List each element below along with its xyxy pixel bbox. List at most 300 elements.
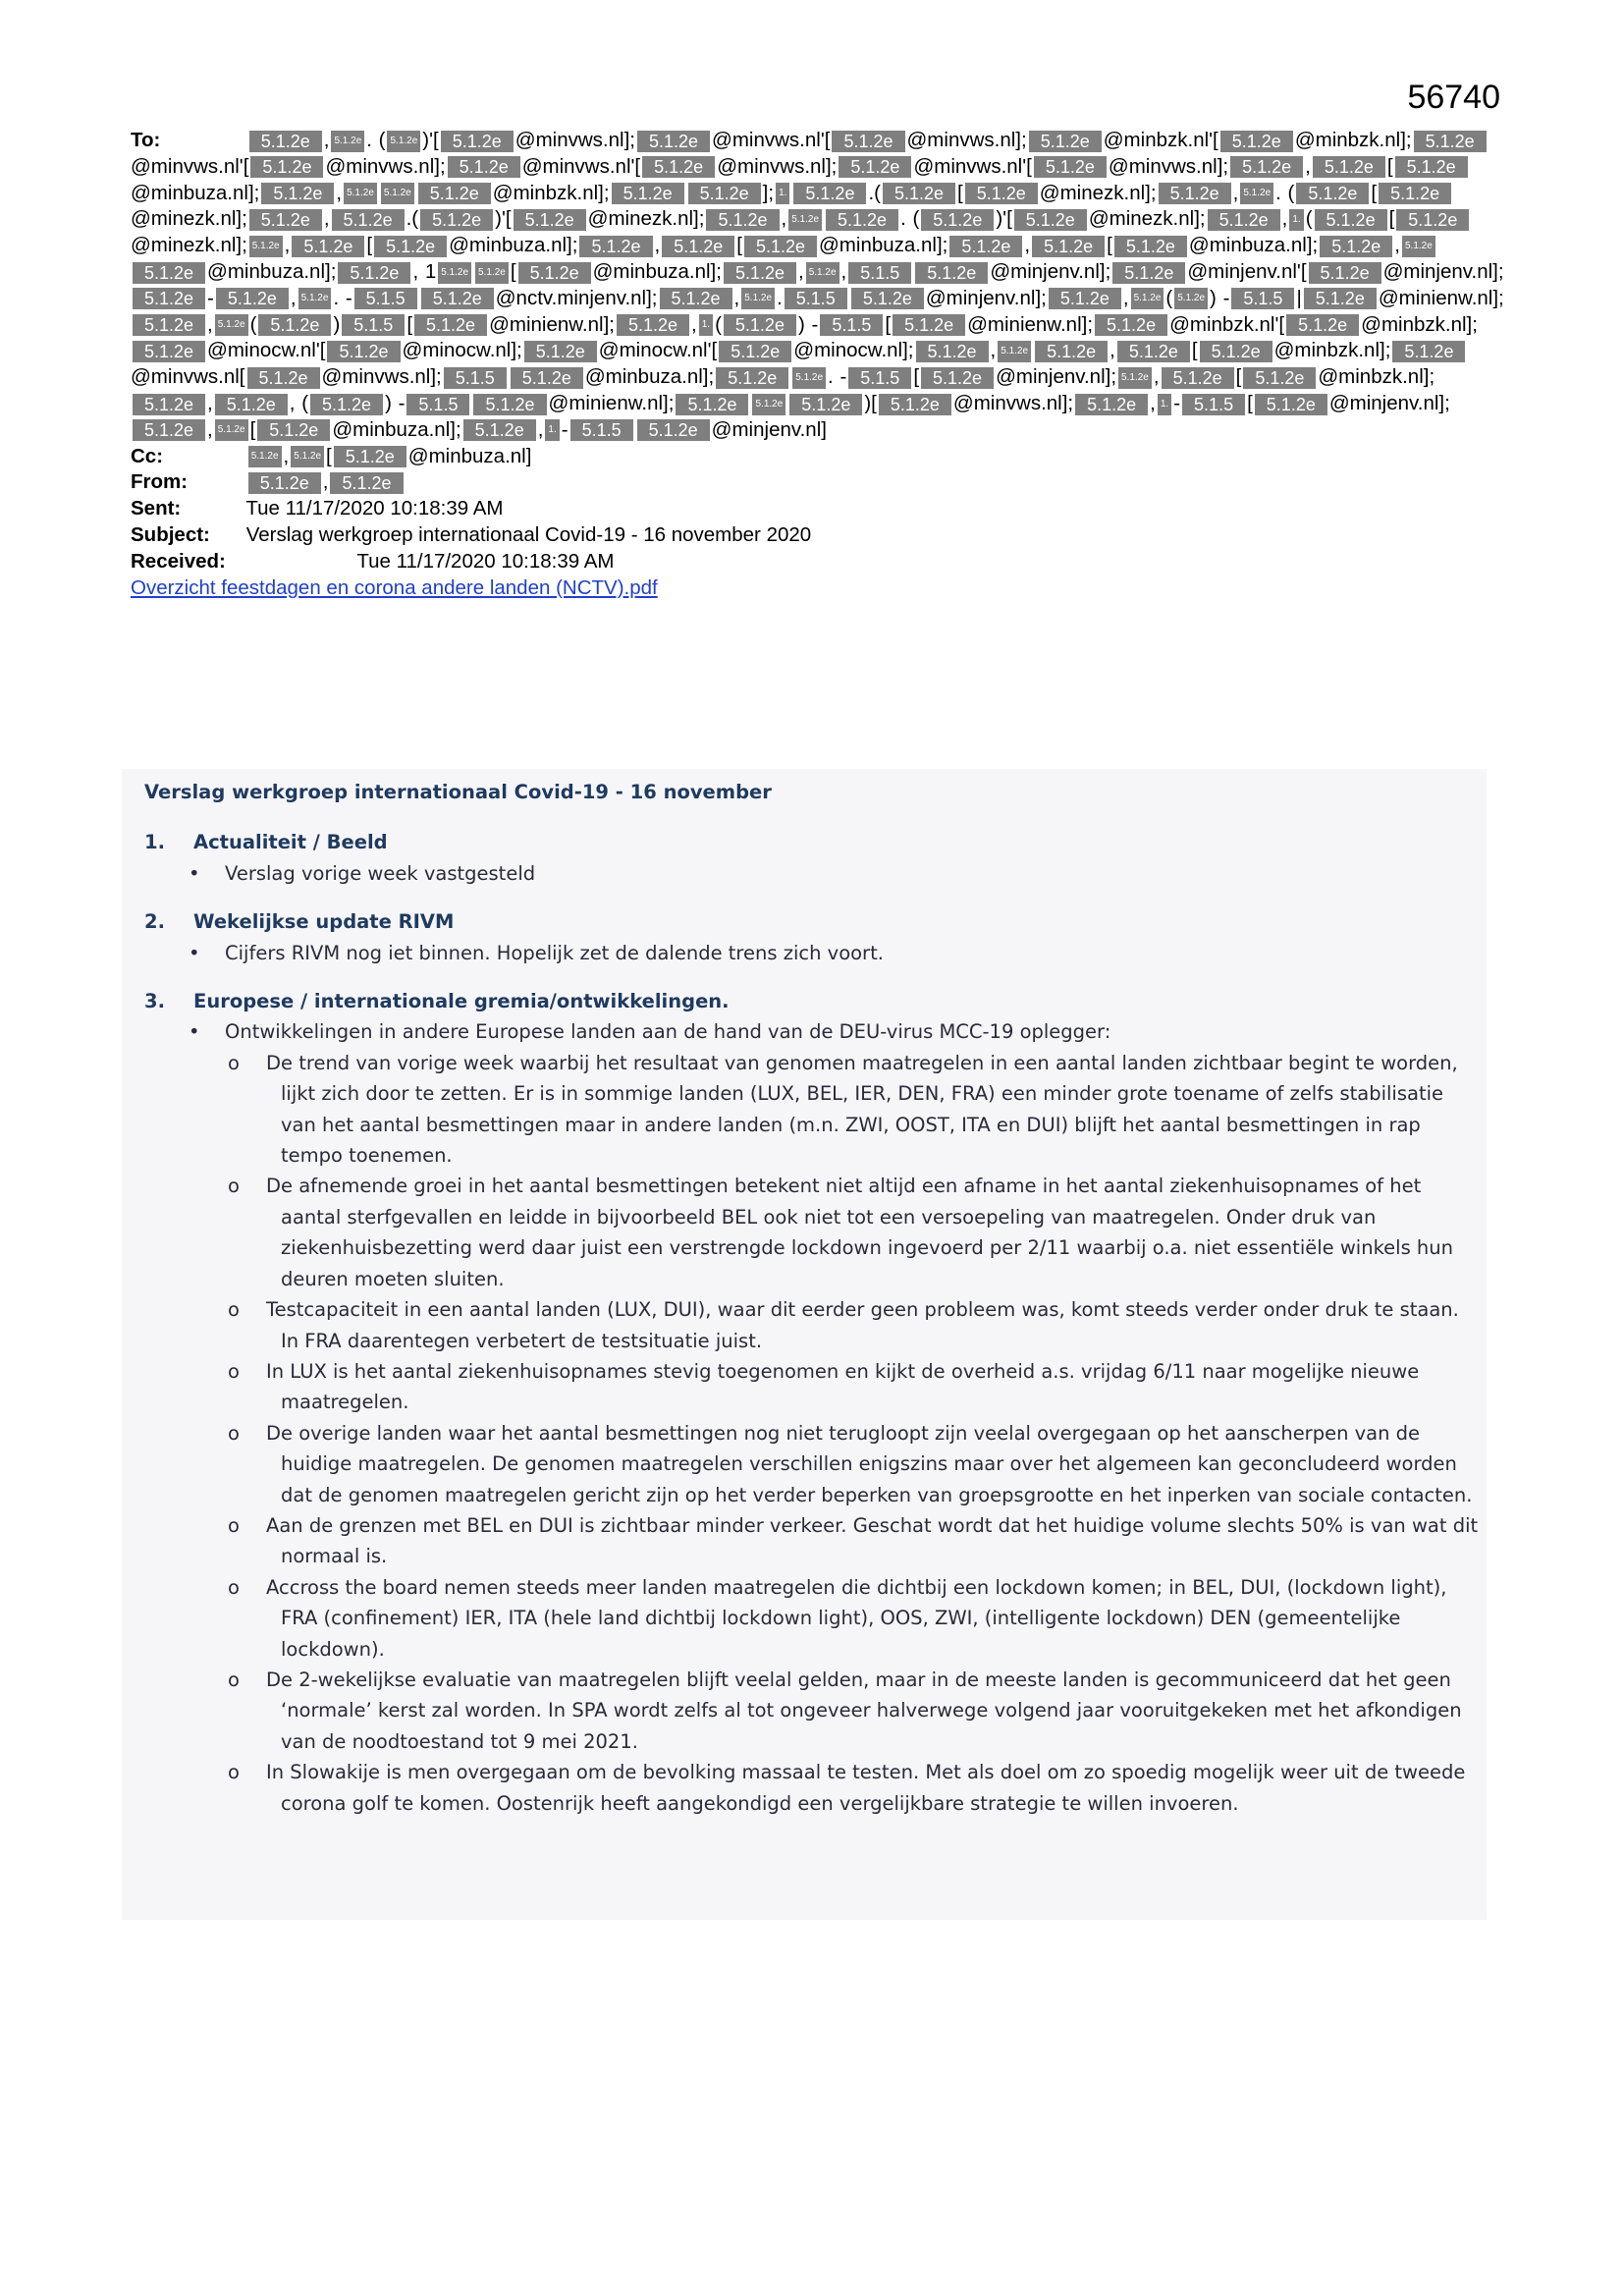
redaction-box: 1.	[1289, 209, 1303, 231]
circle-bullet-icon: o	[228, 1051, 240, 1074]
redaction-box: 5.1.2e	[1112, 262, 1185, 284]
redaction-box: 5.1.2e	[1313, 156, 1385, 178]
address-text: .	[777, 286, 783, 309]
address-text: (	[249, 312, 257, 336]
redaction-box: 5.1.2e	[832, 131, 904, 152]
address-text: @minbuza.nl];	[449, 234, 578, 257]
address-text: ,	[1281, 207, 1288, 231]
redaction-box: 5.1.2e	[688, 183, 761, 204]
subject-label: Subject:	[131, 522, 210, 546]
address-text: @minezk.nl];	[1039, 181, 1157, 204]
redaction-box: 5.1.2e	[793, 183, 866, 204]
address-text: (	[874, 181, 881, 204]
redaction-box: 5.1.2e	[706, 209, 779, 231]
address-text: ,	[1305, 154, 1311, 178]
redaction-box: 5.1.5	[785, 288, 847, 309]
redaction-box: 5.1.5	[820, 314, 883, 336]
address-text: @minvws.nl];	[325, 154, 446, 178]
redaction-box: 5.1.2e	[676, 394, 748, 415]
address-text: ,	[322, 470, 329, 494]
address-text: ) -	[1210, 286, 1230, 309]
sub-bullet-text: De trend van vorige week waarbij het resultaat van genomen maatregelen in een aantal landen zichtbaar begint te worden, lijkt zich door te zetten. Er is in sommige landen (LUX, BEL, IER, DEN, FRA) een minder grote toename of zelfs stabilisatie van het aantal besmettingen maar in andere landen (m.n. ZWI, OOST, ITA en DUI) blijft het aantal besmettingen in rap tempo toenemen.	[266, 1051, 1458, 1168]
redaction-box: 5.1.2e	[1320, 236, 1392, 257]
address-text: @minbzk.nl];	[1273, 339, 1391, 362]
address-text: . (	[366, 129, 386, 151]
address-text: @minvws.nl'[	[521, 154, 641, 178]
address-text: @minezk.nl];	[131, 234, 247, 257]
address-text: )	[333, 312, 341, 336]
address-text: . -	[828, 365, 847, 389]
sub-bullet-text: De overige landen waar het aantal besmettingen nog niet terugloopt zijn veelal overgegaan op het aanscherpen van de huidige maatregelen. De genomen maatregelen verschillen enigszins maar over het algemeen kan geconcludeerd worden dat de genomen maatregelen gericht zijn op het verder beperken van groepsgrootte en het inperken van sociale contacten.	[266, 1421, 1473, 1506]
sub-bullet-item	[144, 1665, 1480, 1757]
address-text: . (	[1275, 181, 1295, 204]
subject-line	[131, 522, 1505, 549]
address-text: ,	[781, 207, 787, 231]
redaction-box: 5.1.2e	[298, 288, 332, 309]
address-text: @minjenv.nl]	[711, 417, 827, 441]
circle-bullet-icon: o	[228, 1761, 240, 1784]
received-label: Received:	[131, 549, 226, 573]
address-text: ,	[323, 129, 330, 151]
address-text: @minezk.nl];	[131, 207, 247, 231]
redaction-box: 5.1.2e	[258, 314, 331, 336]
redaction-box: 5.1.2e	[826, 209, 898, 231]
redaction-box: 5.1.2e	[215, 419, 248, 441]
bullet-icon: •	[189, 861, 200, 885]
redaction-box: 5.1.2e	[893, 314, 965, 336]
address-text: ,	[207, 312, 213, 336]
address-text: @minezk.nl];	[587, 207, 705, 231]
address-text: ,	[798, 259, 804, 283]
redaction-box: 5.1.2e	[421, 288, 494, 309]
address-text: ) -	[797, 312, 819, 336]
address-text: [	[510, 259, 516, 283]
redaction-box: 5.1.5	[570, 419, 633, 441]
redaction-box: 5.1.2e	[1396, 209, 1469, 231]
redaction-box: 5.1.2e	[792, 367, 826, 389]
address-text: [	[249, 417, 256, 441]
sub-bullet-item	[144, 1757, 1480, 1819]
circle-bullet-icon: o	[228, 1298, 240, 1322]
subject-value: Verslag werkgroep internationaal Covid-19 - 16 november 2020	[245, 522, 812, 546]
address-text: [	[326, 444, 332, 467]
redaction-box: 5.1.2e	[1034, 156, 1107, 178]
address-text: (	[1305, 207, 1313, 231]
redaction-box: 5.1.2e	[518, 262, 591, 284]
address-text: (	[1165, 286, 1173, 309]
redaction-box: 5.1.2e	[1286, 314, 1359, 336]
redaction-box: 5.1.2e	[617, 314, 689, 336]
redaction-box: 5.1.2e	[1240, 183, 1273, 204]
address-text: .	[868, 181, 875, 204]
circle-bullet-icon: o	[228, 1667, 240, 1691]
document-number: 56740	[1407, 79, 1500, 116]
sub-bullet-text: In Slowakije is men overgegaan om de bevolking massaal te testen. Met als doel om zo spoedig mogelijk weer uit de tweede corona golf te komen. Oostenrijk heeft aangekondigd een vergelijkbare strategie te willen invoeren.	[266, 1761, 1466, 1815]
redaction-box: 5.1.2e	[1032, 236, 1105, 257]
redaction-box: 5.1.2e	[387, 131, 420, 152]
address-text: ,	[1122, 286, 1129, 309]
redaction-box: 5.1.2e	[334, 446, 406, 467]
address-text: @minbuza.nl];	[332, 417, 461, 441]
sent-value: Tue 11/17/2020 10:18:39 AM	[245, 497, 504, 520]
address-text: ,	[654, 234, 661, 257]
address-text: @minbuza.nl];	[584, 365, 715, 389]
address-text: @minvws.nl'[	[712, 129, 831, 151]
address-text: @minbuza.nl];	[1188, 234, 1319, 257]
address-text: @minjenv.nl];	[925, 286, 1047, 309]
circle-bullet-icon: o	[228, 1513, 240, 1537]
redaction-box: 5.1.2e	[1075, 394, 1148, 415]
address-text: @minvws.nl];	[1108, 154, 1229, 178]
redaction-box: 5.1.2e	[637, 419, 710, 441]
redaction-box: 5.1.2e	[1131, 288, 1164, 309]
redaction-box: 5.1.2e	[133, 314, 205, 336]
redaction-box: 5.1.2e	[261, 183, 334, 204]
address-text: [	[957, 181, 963, 204]
redaction-box: 5.1.2e	[249, 236, 283, 257]
address-text: ];	[762, 181, 775, 204]
address-text: @minvws.nl];	[906, 129, 1027, 151]
address-text: -	[1173, 391, 1181, 414]
section-title: Actualiteit / Beeld	[193, 831, 388, 854]
redaction-box: 5.1.2e	[1315, 209, 1387, 231]
address-text: )'[	[495, 207, 512, 231]
redaction-box: 5.1.2e	[1402, 236, 1435, 257]
address-text: ,	[336, 181, 343, 204]
address-text: [	[913, 365, 920, 389]
address-text: ,	[990, 339, 997, 362]
redaction-box: 5.1.2e	[965, 183, 1038, 204]
redaction-box: 5.1.2e	[514, 209, 586, 231]
sent-line	[131, 496, 1505, 522]
address-text: ,	[1024, 234, 1031, 257]
redaction-box: 5.1.2e	[921, 209, 994, 231]
address-text: @minocw.nl];	[793, 339, 914, 362]
address-text: ,	[290, 286, 297, 309]
section-number: 3.	[144, 990, 165, 1013]
redaction-box: 5.1.2e	[1304, 288, 1377, 309]
redaction-box: 5.1.2e	[511, 367, 583, 389]
redaction-box: 5.1.2e	[524, 341, 597, 362]
sub-bullet-text: Testcapaciteit in een aantal landen (LUX, DUI), waar dit eerder geen probleem was, komt steeds verder onder druk te staan. In FRA daarentegen verbetert de testsituatie juist.	[266, 1298, 1459, 1352]
address-text: )[	[864, 391, 877, 414]
address-text: ,	[537, 417, 544, 441]
redaction-box: 5.1.2e	[1309, 262, 1381, 284]
address-text: @minocw.nl'[	[598, 339, 718, 362]
redaction-box: 5.1.2e	[1095, 314, 1167, 336]
bullet-item	[144, 858, 1480, 889]
address-text: @minocw.nl'[	[207, 339, 326, 362]
cc-label: Cc:	[131, 444, 164, 467]
address-text: [	[885, 312, 892, 336]
address-text: @minjenv.nl'[	[1187, 259, 1307, 283]
redaction-box: 5.1.2e	[1029, 131, 1102, 152]
address-text: @minjenv.nl];	[996, 365, 1117, 389]
redaction-box: 5.1.2e	[133, 419, 205, 441]
address-text: ,	[1232, 181, 1239, 204]
address-text: @minienw.nl];	[1378, 286, 1504, 309]
address-text: @minvws.nl'[	[131, 154, 249, 178]
redaction-box: 5.1.2e	[788, 209, 822, 231]
address-text: .	[406, 207, 412, 231]
to-recipients	[131, 128, 1505, 444]
address-text: @minbzk.nl];	[1361, 312, 1478, 336]
address-text: [	[1247, 391, 1253, 414]
from-line	[131, 469, 1505, 496]
address-text: @minbzk.nl];	[1294, 129, 1412, 151]
redaction-box: 5.1.2e	[327, 341, 400, 362]
section-heading	[144, 827, 1480, 857]
redaction-box: 5.1.2e	[381, 183, 414, 204]
circle-bullet-icon: o	[228, 1175, 240, 1198]
redaction-box: 5.1.2e	[1117, 341, 1190, 362]
address-text: @minienw.nl];	[489, 312, 615, 336]
redaction-box: 5.1.2e	[1220, 131, 1293, 152]
address-text: -	[207, 286, 214, 309]
sub-bullet-item	[144, 1171, 1480, 1294]
redaction-box: 5.1.2e	[1114, 236, 1187, 257]
redaction-box: 5.1.2e	[475, 262, 509, 284]
address-text: . (	[900, 207, 920, 231]
address-text: ,	[691, 312, 697, 336]
address-text: -	[561, 417, 568, 441]
address-text: ,	[733, 286, 740, 309]
redaction-box: 5.1.2e	[248, 472, 321, 494]
address-text: @minienw.nl];	[548, 391, 675, 414]
address-text: @minbuza.nl]	[407, 444, 532, 467]
redaction-box: 5.1.2e	[1255, 394, 1327, 415]
redaction-box: 5.1.2e	[724, 314, 796, 336]
redaction-box: 5.1.2e	[998, 341, 1031, 362]
redaction-box: 5.1.2e	[330, 472, 403, 494]
address-text: @minbzk.nl];	[1318, 365, 1435, 389]
bullet-text: Cijfers RIVM nog iet binnen. Hopelijk zet de dalende trens zich voort.	[225, 941, 884, 964]
address-text: ,	[284, 234, 291, 257]
address-text: @minjenv.nl];	[1382, 259, 1504, 283]
address-text: )'[	[996, 207, 1012, 231]
redaction-box: 5.1.2e	[662, 236, 734, 257]
redaction-box: 5.1.5	[848, 262, 911, 284]
redaction-box: 5.1.2e	[752, 394, 785, 415]
redaction-box: 5.1.2e	[438, 262, 471, 284]
redaction-box: 5.1.2e	[473, 394, 546, 415]
redaction-box: 5.1.2e	[1230, 156, 1303, 178]
address-text: ,	[1150, 391, 1156, 414]
redaction-box: 5.1.2e	[1243, 367, 1316, 389]
cc-line	[131, 444, 1505, 470]
redaction-box: 5.1.2e	[716, 367, 788, 389]
address-text: @minvws.nl];	[514, 129, 635, 151]
redaction-box: 5.1.2e	[921, 367, 994, 389]
bullet-item	[144, 938, 1480, 968]
redaction-box: 5.1.2e	[916, 341, 989, 362]
redaction-box: 5.1.2e	[1200, 341, 1272, 362]
address-text: @minbuza.nl];	[207, 259, 337, 283]
redaction-box: 5.1.2e	[1296, 183, 1369, 204]
address-text: [	[1371, 181, 1378, 204]
redaction-box: 5.1.2e	[310, 394, 383, 415]
redaction-box: 5.1.2e	[642, 156, 715, 178]
redaction-box: 5.1.2e	[637, 131, 710, 152]
address-text: , (	[289, 391, 309, 414]
redaction-box: 5.1.2e	[1208, 209, 1280, 231]
redaction-box: 5.1.2e	[216, 288, 289, 309]
redaction-box: 5.1.2e	[374, 236, 447, 257]
address-text: ,	[840, 259, 847, 283]
address-text: @minbuza.nl];	[131, 181, 260, 204]
redaction-box: 5.1.2e	[247, 367, 320, 389]
redaction-box: 5.1.2e	[215, 314, 248, 336]
redaction-box: 5.1.2e	[1159, 183, 1231, 204]
sent-label: Sent:	[131, 497, 182, 520]
redaction-box: 5.1.2e	[1049, 288, 1121, 309]
redaction-box: 5.1.2e	[1395, 156, 1468, 178]
redaction-box: 5.1.2e	[332, 209, 405, 231]
address-text: [	[406, 312, 413, 336]
address-text: (	[411, 207, 419, 231]
attachment-line	[131, 575, 1505, 602]
email-header	[131, 128, 1505, 601]
address-text: @minbzk.nl'[	[1169, 312, 1285, 336]
redaction-box: 5.1.2e	[291, 446, 324, 467]
address-text: @minvws.nl];	[717, 154, 838, 178]
redaction-box: 5.1.2e	[338, 262, 410, 284]
redaction-box: 5.1.2e	[612, 183, 684, 204]
address-text: @minvws.nl[	[131, 365, 245, 389]
redaction-box: 1.	[1158, 394, 1171, 415]
bullet-icon: •	[189, 941, 200, 964]
redaction-box: 5.1.2e	[414, 314, 487, 336]
redaction-box: 5.1.2e	[806, 262, 839, 284]
redaction-box: 1.	[699, 314, 713, 336]
bullet-item	[144, 1016, 1480, 1047]
redaction-box: 5.1.2e	[724, 262, 796, 284]
address-text: ,	[207, 417, 213, 441]
sub-bullet-text: De 2-wekelijkse evaluatie van maatregelen blijft veelal gelden, maar in de meeste landen is gecommuniceerd dat het geen ‘normale’ kerst zal worden. In SPA wordt zelfs al tot ongeveer halverwege volgend jaar vooruitgekeken met het afkondigen van de noodtoestand tot 9 mei 2021.	[266, 1667, 1462, 1753]
sub-bullet-text: Accross the board nemen steeds meer landen maatregelen die dichtbij een lockdown komen; in BEL, DUI, (lockdown light), FRA (confinement) IER, ITA (hele land dichtbij lockdown light), OOS, ZWI, (intelligente lockdown) DEN (gemeentelijke lockdown).	[266, 1575, 1447, 1661]
redaction-box: 5.1.2e	[660, 288, 732, 309]
redaction-box: 5.1.2e	[1174, 288, 1208, 309]
bullet-text: Verslag vorige week vastgesteld	[225, 861, 536, 885]
redaction-box: 5.1.2e	[915, 262, 988, 284]
address-text: ,	[323, 207, 330, 231]
redaction-box: 5.1.2e	[292, 236, 364, 257]
address-text: [	[1107, 234, 1112, 257]
redaction-box: 5.1.2e	[579, 236, 652, 257]
address-text: [	[366, 234, 373, 257]
redaction-box: 5.1.2e	[949, 236, 1022, 257]
address-text: |	[1296, 286, 1302, 309]
address-text: @minvws.nl'[	[913, 154, 1032, 178]
redaction-box: 5.1.2e	[331, 131, 364, 152]
redaction-box: 5.1.2e	[1414, 131, 1487, 152]
redaction-box: 5.1.2e	[1162, 367, 1234, 389]
address-text: [	[1388, 207, 1395, 231]
redaction-box: 5.1.5	[342, 314, 405, 336]
redaction-box: 5.1.2e	[883, 183, 955, 204]
redaction-box: 5.1.2e	[879, 394, 951, 415]
address-text: @minjenv.nl];	[990, 259, 1111, 283]
address-text: )'[	[422, 129, 439, 151]
sub-bullet-item	[144, 1048, 1480, 1172]
redaction-box: 5.1.5	[1182, 394, 1245, 415]
circle-bullet-icon: o	[228, 1359, 240, 1383]
sub-bullet-text: Aan de grenzen met BEL en DUI is zichtbaar minder verkeer. Geschat wordt dat het huidige volume slechts 50% is van wat dit normaal is.	[266, 1513, 1479, 1568]
address-text: [	[736, 234, 742, 257]
section-title: Europese / internationale gremia/ontwikkelingen.	[193, 990, 730, 1013]
circle-bullet-icon: o	[228, 1575, 240, 1599]
address-text: @minezk.nl];	[1088, 207, 1206, 231]
address-text: @minbuza.nl];	[819, 234, 948, 257]
attachment-link[interactable]: Overzicht feestdagen en corona andere landen (NCTV).pdf	[131, 575, 658, 599]
address-text: ,	[1153, 365, 1160, 389]
address-text: @minbzk.nl];	[492, 181, 610, 204]
redaction-box: 5.1.5	[1231, 288, 1294, 309]
sub-bullet-item	[144, 1294, 1480, 1356]
redaction-box: 5.1.2e	[741, 288, 775, 309]
redaction-box: 5.1.2e	[133, 288, 205, 309]
from-label: From:	[131, 470, 189, 494]
address-text: @minbuza.nl];	[592, 259, 722, 283]
sub-bullet-item	[144, 1572, 1480, 1665]
address-text: ,	[283, 444, 290, 467]
message-body	[122, 769, 1487, 1920]
address-text: @minvws.nl];	[321, 365, 442, 389]
section-title: Wekelijkse update RIVM	[193, 910, 455, 934]
address-text: @minvws.nl];	[952, 391, 1074, 414]
to-label: To:	[131, 129, 161, 151]
redaction-box: 5.1.2e	[851, 288, 924, 309]
address-text: @minjenv.nl];	[1328, 391, 1450, 414]
redaction-box: 1.	[776, 183, 789, 204]
received-line	[131, 549, 1505, 575]
redaction-box: 5.1.2e	[789, 394, 862, 415]
address-text: @minocw.nl];	[402, 339, 522, 362]
address-text: ,	[207, 391, 213, 414]
redaction-box: 5.1.2e	[1392, 341, 1465, 362]
redaction-box: 5.1.2e	[1118, 367, 1152, 389]
circle-bullet-icon: o	[228, 1421, 240, 1445]
address-text: ,	[1110, 339, 1115, 362]
address-text: @minienw.nl];	[967, 312, 1094, 336]
redaction-box: 5.1.2e	[744, 236, 817, 257]
address-text: ) -	[385, 391, 406, 414]
redaction-box: 5.1.2e	[448, 156, 520, 178]
address-text: [	[1191, 339, 1198, 362]
redaction-box: 5.1.5	[444, 367, 507, 389]
bullet-text: Ontwikkelingen in andere Europese landen aan de hand van de DEU-virus MCC-19 oplegger:	[225, 1020, 1111, 1044]
sub-bullet-item	[144, 1418, 1480, 1510]
redaction-box: 5.1.2e	[215, 394, 288, 415]
bullet-icon: •	[189, 1020, 200, 1044]
section-number: 2.	[144, 910, 165, 934]
redaction-box: 5.1.2e	[1035, 341, 1108, 362]
sub-bullet-text: De afnemende groei in het aantal besmettingen betekent niet altijd een afname in het aantal ziekenhuisopnames of het aantal sterfgevallen en leidde in bijvoorbeeld BEL ook niet tot een versoepeling van maatregelen. Onder druk van ziekenhuisbezetting werd daar juist een verstrengde lockdown ingevoerd per 2/11 waarbij o.a. niet essentiële winkels hun deuren moeten sluiten.	[266, 1175, 1454, 1290]
address-text: (	[715, 312, 722, 336]
redaction-box: 5.1.2e	[441, 131, 514, 152]
redaction-box: 5.1.2e	[248, 446, 282, 467]
redaction-box: 5.1.5	[848, 367, 911, 389]
redaction-box: 5.1.2e	[250, 156, 323, 178]
received-value: Tue 11/17/2020 10:18:39 AM	[356, 549, 615, 573]
redaction-box: 5.1.2e	[257, 419, 330, 441]
redaction-box: 5.1.2e	[420, 209, 493, 231]
section-heading	[144, 986, 1480, 1016]
redaction-box: 5.1.2e	[719, 341, 791, 362]
redaction-box: 5.1.2e	[133, 262, 205, 284]
message-body-content	[144, 777, 1480, 1819]
redaction-box: 5.1.2e	[839, 156, 911, 178]
